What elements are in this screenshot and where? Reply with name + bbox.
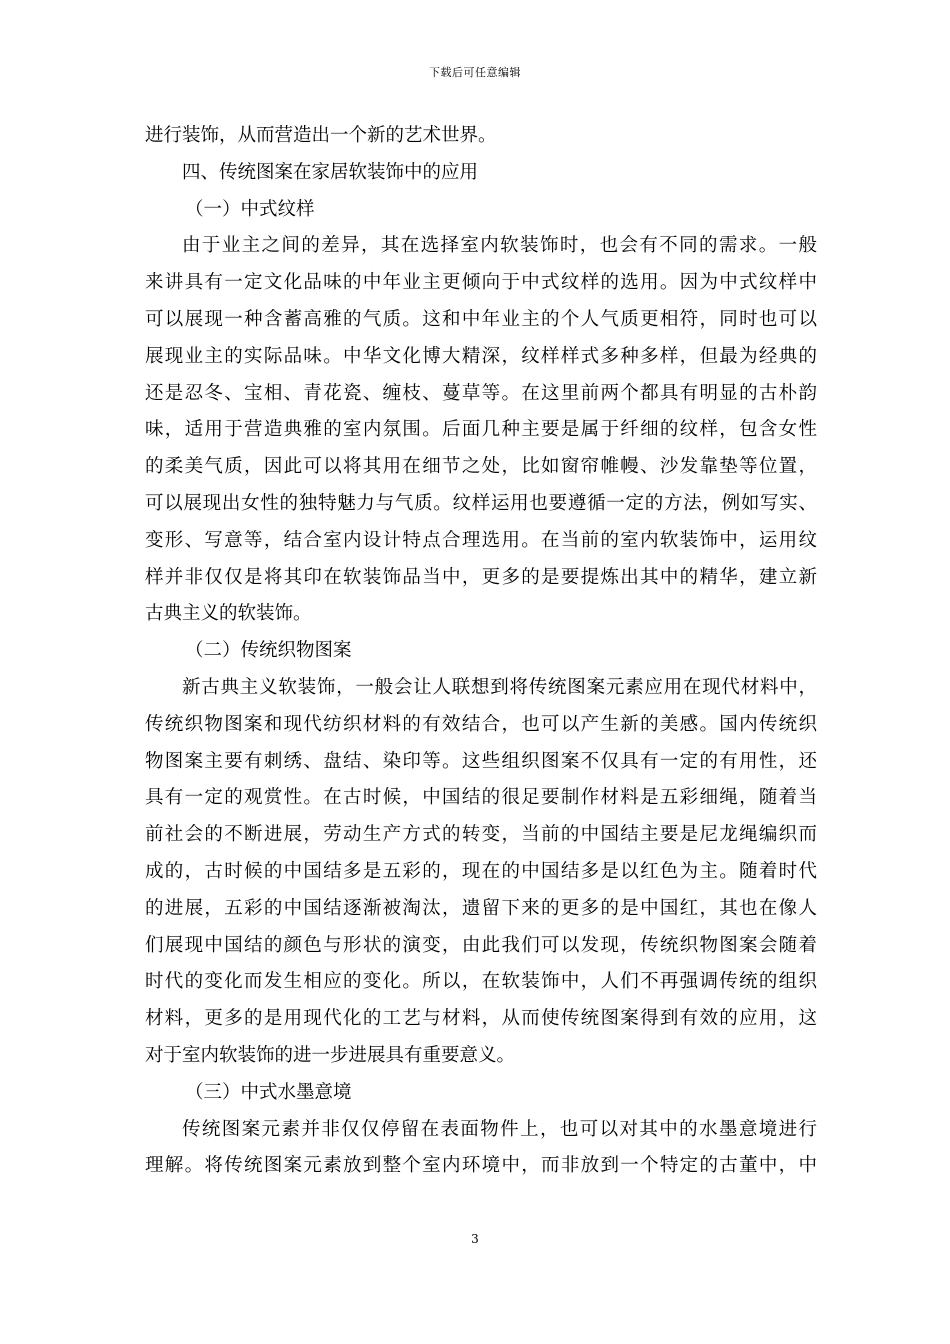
text-line: 物图案主要有刺绣、盘结、染印等。这些组织图案不仅具有一定的有用性，还 bbox=[145, 750, 817, 772]
text-line: 的进展，五彩的中国结逐渐被淘汰，遗留下来的更多的是中国红，其也在像人 bbox=[145, 897, 817, 919]
text-line: 可以展现出女性的独特魅力与气质。纹样运用也要遵循一定的方法，例如写实、 bbox=[145, 492, 817, 514]
text-line: 成的，古时候的中国结多是五彩的，现在的中国结多是以红色为主。随着时代 bbox=[145, 860, 817, 882]
text-line: 可以展现一种含蓄高雅的气质。这和中年业主的个人气质更相符，同时也可以 bbox=[145, 308, 817, 330]
text-line: 样并非仅仅是将其印在软装饰品当中，更多的是要提炼出其中的精华，建立新 bbox=[145, 566, 817, 588]
body-text bbox=[145, 118, 817, 1185]
text-line: 们展现中国结的颜色与形状的演变，由此我们可以发现，传统织物图案会随着 bbox=[145, 934, 817, 956]
text-line: 的柔美气质，因此可以将其用在细节之处，比如窗帘帷幔、沙发靠垫等位置， bbox=[145, 456, 817, 478]
text-line: 传统图案元素并非仅仅停留在表面物件上，也可以对其中的水墨意境进行 bbox=[182, 1118, 817, 1140]
page-number: 3 bbox=[471, 1232, 479, 1246]
subsection-heading: （三）中式水墨意境 bbox=[185, 1081, 352, 1103]
text-line: 具有一定的观赏性。在古时候，中国结的很足要制作材料是五彩细绳，随着当 bbox=[145, 787, 817, 809]
subsection-heading: （二）传统织物图案 bbox=[185, 640, 352, 662]
subsection-heading: （一）中式纹样 bbox=[185, 198, 315, 220]
text-line: 时代的变化而发生相应的变化。所以，在软装饰中，人们不再强调传统的组织 bbox=[145, 971, 817, 993]
page-header: 下载后可任意编辑 bbox=[429, 66, 521, 79]
text-line: 对于室内软装饰的进一步进展具有重要意义。 bbox=[145, 1044, 516, 1066]
text-line: 古典主义的软装饰。 bbox=[145, 603, 312, 625]
text-line: 进行装饰，从而营造出一个新的艺术世界。 bbox=[145, 125, 497, 146]
text-line: 由于业主之间的差异，其在选择室内软装饰时，也会有不同的需求。一般 bbox=[182, 235, 817, 257]
text-line: 新古典主义软装饰，一般会让人联想到将传统图案元素应用在现代材料中， bbox=[182, 676, 817, 698]
text-line: 理解。将传统图案元素放到整个室内环境中，而非放到一个特定的古董中，中 bbox=[145, 1155, 817, 1177]
text-line: 展现业主的实际品味。中华文化博大精深，纹样样式多种多样，但最为经典的 bbox=[145, 345, 817, 367]
text-line: 材料，更多的是用现代化的工艺与材料，从而使传统图案得到有效的应用，这 bbox=[145, 1008, 817, 1030]
text-line: 变形、写意等，结合室内设计特点合理选用。在当前的室内软装饰中，运用纹 bbox=[145, 529, 817, 551]
text-line: 来讲具有一定文化品味的中年业主更倾向于中式纹样的选用。因为中式纹样中 bbox=[145, 272, 817, 294]
text-line: 前社会的不断进展，劳动生产方式的转变，当前的中国结主要是尼龙绳编织而 bbox=[145, 824, 817, 846]
text-line: 味，适用于营造典雅的室内氛围。后面几种主要是属于纤细的纹样，包含女性 bbox=[145, 419, 817, 441]
text-line: 传统织物图案和现代纺织材料的有效结合，也可以产生新的美感。国内传统织 bbox=[145, 713, 817, 735]
text-line: 还是忍冬、宝相、青花瓷、缠枝、蔓草等。在这里前两个都具有明显的古朴韵 bbox=[145, 382, 817, 404]
section-heading: 四、传统图案在家居软装饰中的应用 bbox=[182, 161, 479, 183]
